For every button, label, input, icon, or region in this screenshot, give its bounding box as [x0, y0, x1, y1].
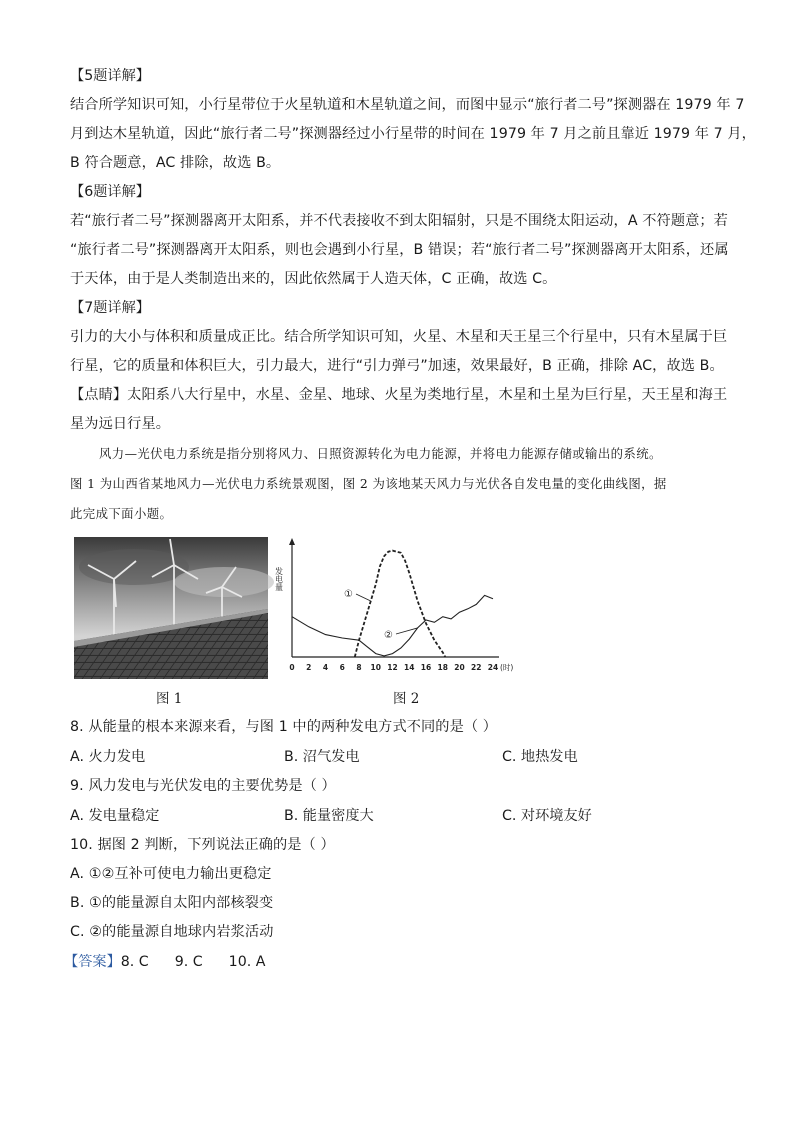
x-tick-label: 8: [356, 663, 362, 672]
fig1-caption: 图 1: [156, 691, 183, 707]
x-tick-label: 4: [322, 663, 329, 672]
q9-stem: 9. 风力发电与光伏发电的主要优势是（ ）: [70, 778, 336, 794]
tip-line: 星为远日行星。: [70, 416, 171, 432]
power-chart: [274, 537, 514, 682]
q8-stem: 8. 从能量的根本来源来看，与图 1 中的两种发电方式不同的是（ ）: [70, 719, 498, 735]
q8-option-c[interactable]: C. 地热发电: [502, 749, 578, 765]
x-tick-label: 22: [471, 663, 482, 672]
x-tick-label: 24: [487, 663, 499, 672]
x-tick-label: 0: [289, 663, 295, 672]
answer-item: 9. C: [174, 954, 203, 970]
series-label-1: ①: [344, 589, 353, 600]
q6-line: “旅行者二号”探测器离开太阳系，则也会遇到小行星，B 错误；若“旅行者二号”探测器离开太阳系，还属: [70, 242, 729, 258]
q9-options: [70, 801, 728, 831]
q5-heading: 【5题详解】: [70, 68, 150, 84]
answer-row: [64, 947, 728, 977]
series-line-2: [292, 595, 493, 656]
q9-option-b[interactable]: B. 能量密度大: [284, 808, 374, 824]
series-label-1-leader: [356, 594, 371, 601]
q6-line: 若“旅行者二号”探测器离开太阳系，并不代表接收不到太阳辐射，只是不围绕太阳运动，A 不符题意；若: [70, 213, 728, 229]
q8-options: [70, 742, 728, 772]
q10-option-c[interactable]: C. ②的能量源自地球内岩浆活动: [70, 924, 274, 940]
x-tick-label: 6: [339, 663, 345, 672]
figures: [70, 537, 728, 709]
x-tick-label: 2: [306, 663, 312, 672]
tip-line: 【点睛】太阳系八大行星中，水星、金星、地球、火星为类地行星，木星和土星为巨行星，天王星和海王: [70, 387, 728, 403]
series-label-2: ②: [384, 630, 393, 641]
q6-line: 于天体，由于是人类制造出来的，因此依然属于人造天体，C 正确，故选 C。: [70, 271, 557, 287]
x-tick-label: 18: [437, 663, 448, 672]
q8-option-b[interactable]: B. 沼气发电: [284, 749, 360, 765]
y-axis-arrow: [289, 538, 295, 545]
y-axis-label: 发电量: [274, 567, 284, 591]
answer-item: 10. A: [228, 954, 266, 970]
x-tick-label: 14: [404, 663, 415, 672]
q5-line: 月到达木星轨道，因此“旅行者二号”探测器经过小行星带的时间在 1979 年 7 月之前且靠近 1979 年 7 月，: [70, 126, 756, 142]
answer-item: 8. C: [120, 954, 149, 970]
q7-line: 行星，它的质量和体积巨大，引力最大，进行“引力弹弓”加速，效果最好，B 正确，排除 AC，故选 B。: [70, 358, 724, 374]
q9-option-a[interactable]: A. 发电量稳定: [70, 808, 160, 824]
q7-heading: 【7题详解】: [70, 300, 150, 316]
q10-option-a[interactable]: A. ①②互补可使电力输出更稳定: [70, 866, 272, 882]
x-axis-label: (时): [500, 663, 514, 672]
q6-heading: 【6题详解】: [70, 184, 150, 200]
q10-stem: 10. 据图 2 判断，下列说法正确的是（ ）: [70, 837, 335, 853]
x-tick-label: 10: [370, 663, 381, 672]
intro-line: 此完成下面小题。: [70, 506, 173, 521]
x-tick-label: 20: [454, 663, 465, 672]
fig2-caption: 图 2: [393, 691, 420, 707]
intro-line: 风力—光伏电力系统是指分别将风力、日照资源转化为电力能源，并将电力能源存储或输出的系统。: [99, 446, 662, 461]
series-line-1: [355, 551, 446, 657]
x-tick-label: 12: [387, 663, 398, 672]
intro-line: 图 1 为山西省某地风力—光伏电力系统景观图，图 2 为该地某天风力与光伏各自发电量的变化曲线图，据: [70, 476, 667, 491]
page-content: [64, 62, 756, 977]
q5-line: 结合所学知识可知，小行星带位于火星轨道和木星轨道之间，而图中显示“旅行者二号”探测器在 1979 年 7: [70, 97, 745, 113]
q9-option-c[interactable]: C. 对环境友好: [502, 808, 592, 824]
answer-tag: 【答案】: [64, 954, 121, 970]
wind-solar-photo: [74, 537, 268, 679]
q10-option-b[interactable]: B. ①的能量源自太阳内部核裂变: [70, 895, 274, 911]
q8-option-a[interactable]: A. 火力发电: [70, 749, 146, 765]
q7-line: 引力的大小与体积和质量成正比。结合所学知识可知，火星、木星和天王星三个行星中，只有木星属于巨: [70, 329, 728, 345]
x-tick-label: 16: [420, 663, 432, 672]
q5-line: B 符合题意，AC 排除，故选 B。: [70, 155, 281, 171]
